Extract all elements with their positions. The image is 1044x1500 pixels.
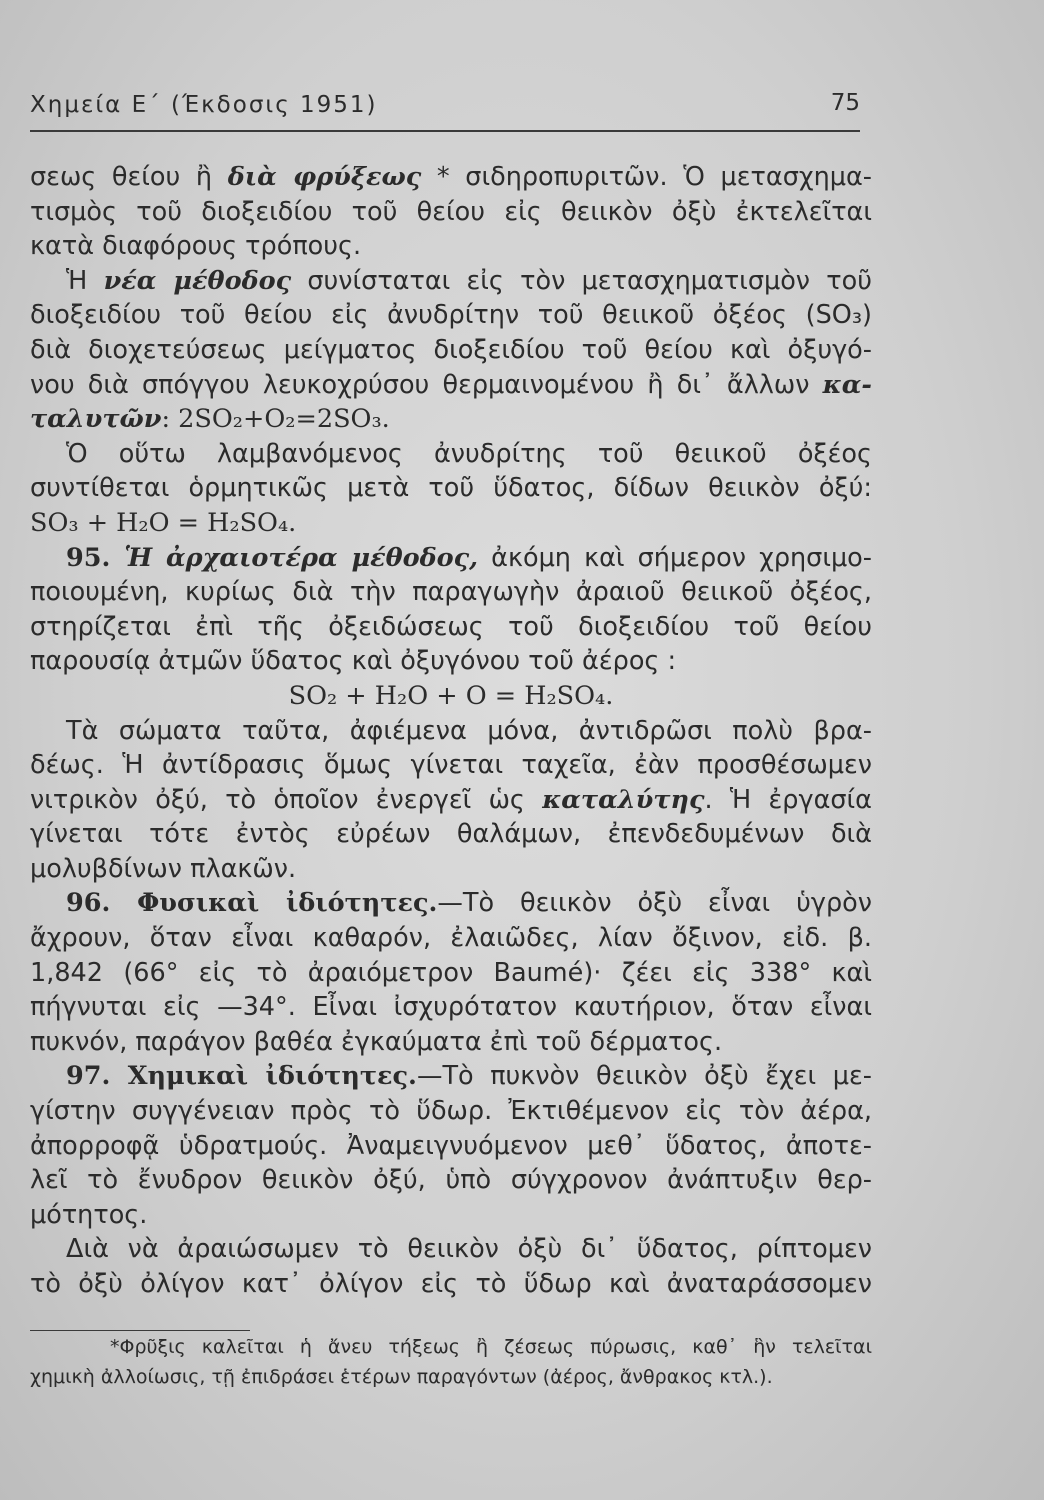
emphasis-text: διὰ φρύξεως [227, 162, 422, 192]
footnote [30, 1332, 872, 1392]
text-span: νου διὰ σπόγγου λευκοχρύσου θερμαινομένου ἢ δι᾿ ἄλλων [30, 369, 823, 400]
text-span: * σιδηροπυριτῶν. Ὁ μετασχημα- [421, 162, 872, 192]
text-line [30, 368, 872, 403]
text-line: συντίθεται ὁρμητικῶς μετὰ τοῦ ὕδατος, δίδων θειικὸν ὀξύ: [30, 473, 872, 504]
text-line: παρουσίᾳ ἀτμῶν ὕδατος καὶ ὀξυγόνου τοῦ ἀέρος : [30, 646, 677, 677]
footnote-line: *Φρῦξις καλεῖται ἡ ἄνευ τήξεως ἢ ζέσεως πύρωσις, καθ᾿ ἣν τελεῖται [110, 1336, 872, 1358]
emphasis-text: Ἡ ἀρχαιοτέρα μέθοδος, [124, 542, 479, 573]
text-line: 1,842 (66° εἰς τὸ ἀραιόμετρον Baumé)· ζέει εἰς 338° καὶ [30, 957, 872, 988]
text-line [30, 783, 872, 818]
body-text [30, 160, 872, 1302]
text-line: κατὰ διαφόρους τρόπους. [30, 231, 362, 262]
text-line: διοξειδίου τοῦ θείου εἰς ἀνυδρίτην τοῦ θειικοῦ ὀξέος (SO₃) [30, 300, 872, 331]
text-span: σεως θείου ἢ [30, 162, 228, 192]
text-line: Ὁ οὕτω λαμβανόμενος ἀνυδρίτης τοῦ θειικοῦ ὀξέος [66, 438, 872, 469]
text-line: ἀπορροφᾷ ὑδρατμούς. Ἀναμειγνυόμενον μεθ᾿ ὕδατος, ἀποτε- [30, 1130, 872, 1161]
text-line [30, 402, 872, 437]
emphasis-text: ταλυτῶν [30, 404, 162, 435]
page-header [30, 90, 860, 132]
text-line [30, 886, 872, 921]
section-heading: Χημικαὶ ἰδιότητες. [127, 1061, 417, 1092]
footnote-line: χημικὴ ἀλλοίωσις, τῇ ἐπιδράσει ἑτέρων παραγόντων (ἀέρος, ἄνθρακος κτλ.). [30, 1366, 773, 1388]
chemical-equation: SO₂ + H₂O + O = H₂SO₄. [288, 680, 614, 711]
text-line: Διὰ νὰ ἀραιώσωμεν τὸ θειικὸν ὀξὺ δι᾿ ὕδατος, ρίπτομεν [66, 1234, 872, 1265]
section-number: 97. [66, 1061, 128, 1092]
chemical-equation: SO₃ + H₂O = H₂SO₄. [30, 507, 297, 538]
text-line: ἄχρουν, ὅταν εἶναι καθαρόν, ἐλαιῶδες, λίαν ὄξινον, εἰδ. β. [30, 923, 872, 954]
section-number: 96. [66, 888, 138, 919]
page-number: 75 [830, 90, 860, 116]
section-number: 95. [66, 542, 125, 573]
text-line: πήγνυται εἰς —34°. Εἶναι ἰσχυρότατον καυτήριον, ὅταν εἶναι [30, 992, 872, 1023]
text-line: τὸ ὀξὺ ὀλίγον κατ᾿ ὀλίγον εἰς τὸ ὕδωρ καὶ ἀναταράσσομεν [30, 1269, 872, 1299]
chemical-equation: : 2SO₂+O₂=2SO₃. [161, 404, 390, 435]
text-line [30, 264, 872, 299]
text-line: ποιουμένη, κυρίως διὰ τὴν παραγωγὴν ἀραιοῦ θειικοῦ ὀξέος, [30, 577, 872, 608]
text-span: ἀκόμη καὶ σήμερον χρησιμο- [478, 542, 872, 573]
text-line: πυκνόν, παράγον βαθέα ἐγκαύματα ἐπὶ τοῦ δέρματος. [30, 1026, 723, 1057]
text-line [30, 541, 872, 576]
text-line: δέως. Ἡ ἀντίδρασις ὅμως γίνεται ταχεῖα, ἐὰν προσθέσωμεν [30, 750, 872, 781]
footnote-divider [30, 1330, 250, 1331]
text-line: γίνεται τότε ἐντὸς εὐρέων θαλάμων, ἐπενδεδυμένων διὰ [30, 819, 872, 850]
text-line: διὰ διοχετεύσεως μείγματος διοξειδίου τοῦ θείου καὶ ὀξυγό- [30, 334, 872, 365]
text-line: μότητος. [30, 1199, 148, 1230]
text-line: τισμὸς τοῦ διοξειδίου τοῦ θείου εἰς θειικὸν ὀξὺ ἐκτελεῖται [30, 196, 872, 227]
text-line: στηρίζεται ἐπὶ τῆς ὀξειδώσεως τοῦ διοξειδίου τοῦ θείου [30, 611, 872, 642]
emphasis-text: νέα μέθοδος [103, 265, 292, 296]
text-line [30, 1059, 872, 1094]
text-line: Τὰ σώματα ταῦτα, ἀφιέμενα μόνα, ἀντιδρῶσι πολὺ βρα- [66, 715, 872, 746]
running-title: Χημεία Ε΄ (Έκδοσις 1951) [30, 92, 378, 118]
text-span: —Τὸ θειικὸν ὀξὺ εἶναι ὑγρὸν [437, 888, 872, 919]
text-span: Ἡ [66, 265, 104, 296]
text-span: —Τὸ πυκνὸν θειικὸν ὀξὺ ἔχει με- [416, 1061, 872, 1092]
text-line: μολυβδίνων πλακῶν. [30, 853, 297, 884]
text-span: συνίσταται εἰς τὸν μετασχηματισμὸν τοῦ [291, 265, 872, 296]
text-line: λεῖ τὸ ἔνυδρον θειικὸν ὀξύ, ὑπὸ σύγχρονον ἀνάπτυξιν θερ- [30, 1165, 872, 1196]
text-span: νιτρικὸν ὀξύ, τὸ ὁποῖον ἐνεργεῖ ὡς [30, 784, 543, 815]
text-span: . Ἡ ἐργασία [704, 784, 872, 815]
section-heading: Φυσικαὶ ἰδιότητες. [137, 888, 438, 919]
emphasis-text: κα- [822, 369, 872, 400]
text-line [30, 160, 872, 195]
emphasis-text: καταλύτης [542, 784, 705, 815]
text-line: γίστην συγγένειαν πρὸς τὸ ὕδωρ. Ἐκτιθέμενον εἰς τὸν ἀέρα, [30, 1096, 872, 1127]
